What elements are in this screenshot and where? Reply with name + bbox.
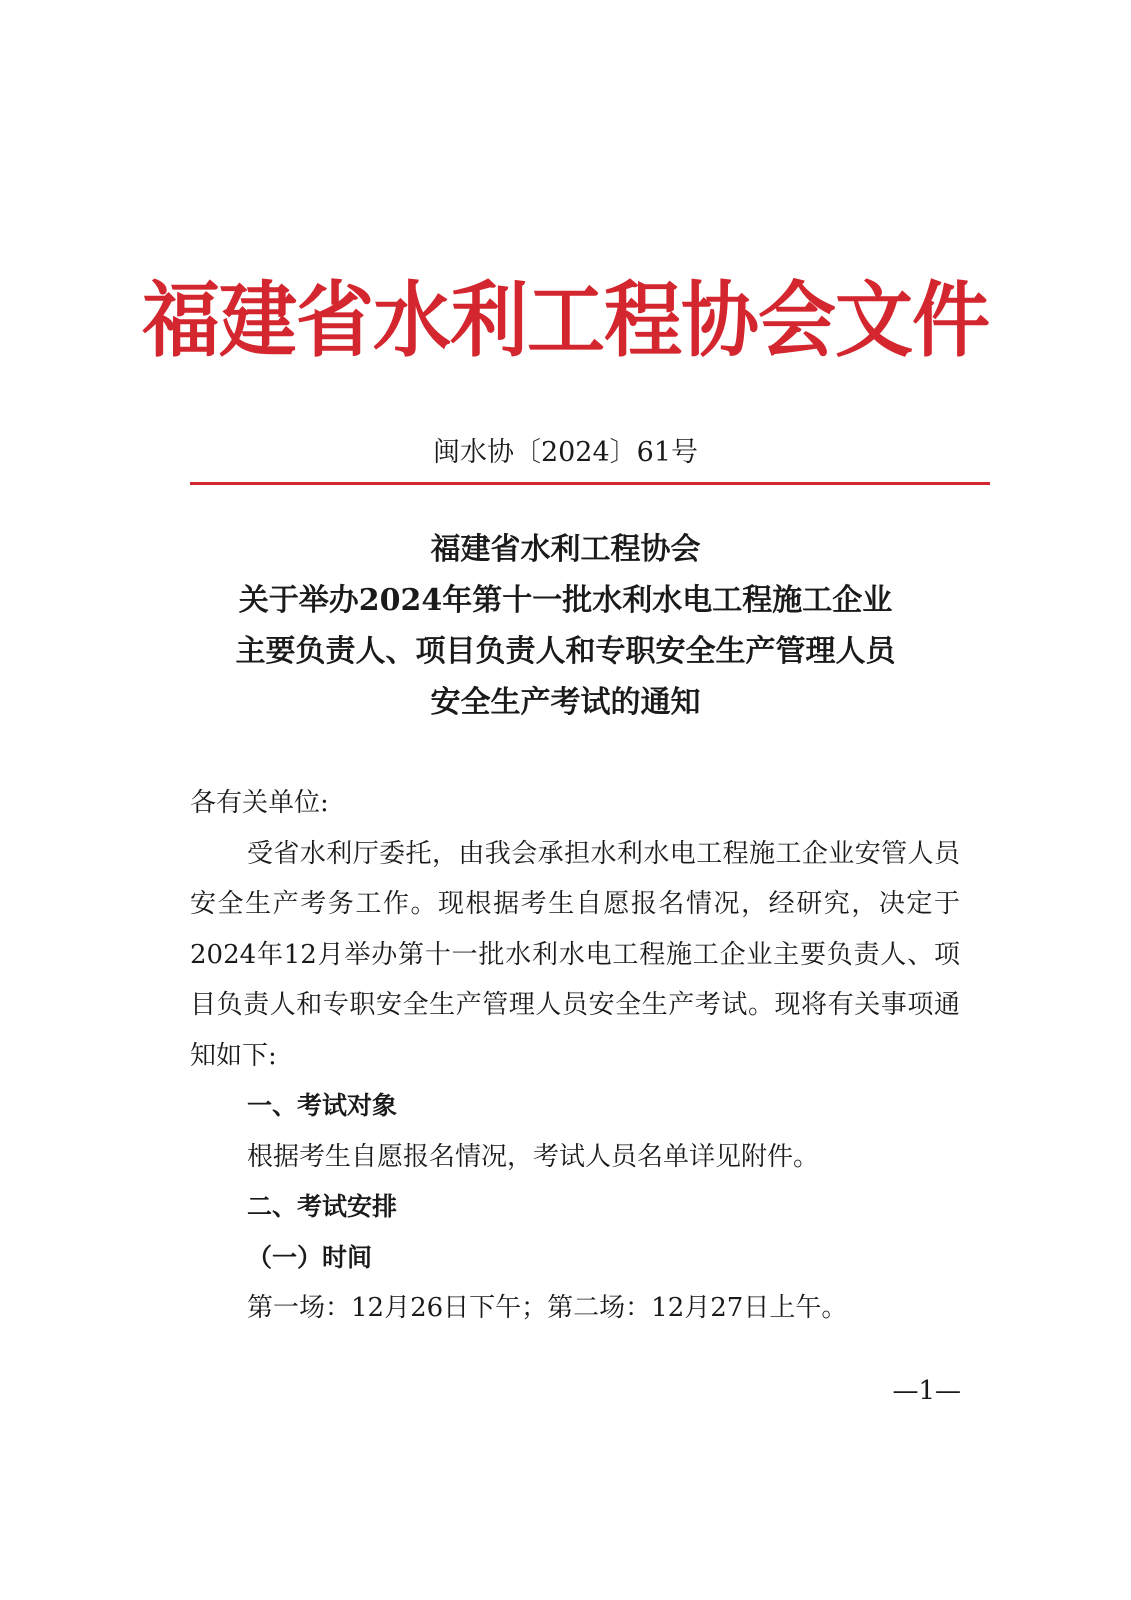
section-heading-exam-target: 一、考试对象 — [247, 1091, 398, 1120]
notice-title — [0, 524, 1131, 728]
notice-title-line: 安全生产考试的通知 — [430, 685, 701, 720]
notice-title-line: 关于举办2024年第十一批水利水电工程施工企业 — [238, 583, 893, 618]
salutation: 各有关单位: — [190, 788, 329, 818]
page-number: —1— — [892, 1376, 961, 1406]
subsection-text-time: 第一场：12月26日下午；第二场：12月27日上午。 — [247, 1293, 848, 1323]
section-text-exam-target: 根据考生自愿报名情况，考试人员名单详见附件。 — [247, 1141, 820, 1172]
section-heading-exam-arrangement: 二、考试安排 — [247, 1192, 398, 1221]
notice-title-line: 主要负责人、项目负责人和专职安全生产管理人员 — [235, 634, 896, 669]
notice-title-line: 福建省水利工程协会 — [430, 532, 701, 567]
notice-body — [190, 778, 960, 1334]
document-number: 闽水协〔2024〕61号 — [432, 437, 699, 468]
document-header-title: 福建省水利工程协会文件 — [141, 273, 989, 369]
subsection-heading-time: （一）时间 — [247, 1242, 373, 1272]
intro-paragraph: 受省水利厅委托，由我会承担水利水电工程施工企业安管人员安全生产考务工作。现根据考生自愿报名情况，经研究，决定于2024年12月举办第十一批水利水电工程施工企业主要负责人、项目负责人和专职安全生产管理人员安全生产考试。现将有关事项通知如下: — [190, 838, 960, 1071]
header-divider — [190, 482, 990, 485]
